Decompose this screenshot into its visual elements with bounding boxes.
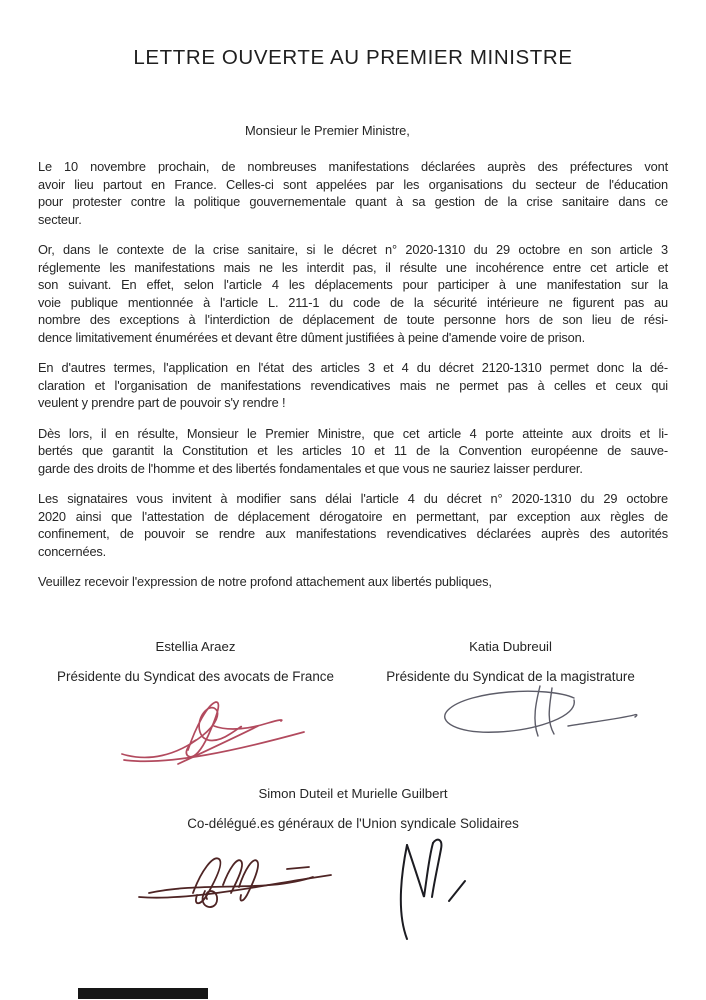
signatory-bottom-names: Simon Duteil et Murielle Guilbert — [258, 785, 448, 801]
body-line: En d'autres termes, l'application en l'état des articles 3 et 4 du décret 2120-1310 permet donc la dé- — [38, 360, 668, 375]
body-line: voie publique mentionnée à l'article L. 211-1 du code de la sécurité intérieure ne figurent pas au — [38, 294, 668, 310]
signatory-name: Katia Dubreuil — [469, 638, 552, 654]
body-line: nombre des exceptions à l'interdiction de déplacement de toute personne hors de son lieu de rési- — [38, 312, 668, 327]
body-line: secteur. — [38, 211, 82, 227]
body-line: Or, dans le contexte de la crise sanitaire, si le décret n° 2020-1310 du 29 octobre en son article 3 — [38, 242, 668, 257]
salutation: Monsieur le Premier Ministre, — [245, 123, 410, 138]
closing-line: Veuillez recevoir l'expression de notre profond attachement aux libertés publiques, — [38, 574, 492, 589]
body-line: confinement, de pouvoir se rendre aux manifestations revendicatives déclarées auprès des autorités — [38, 526, 668, 541]
scan-artifact-bar — [78, 988, 208, 999]
body-line: son suivant. En effet, selon l'article 4 les déplacements pour participer à une manifestation sur la — [38, 277, 668, 292]
handwritten-signature-black-ink — [393, 835, 475, 947]
handwritten-signature-gray-ink — [428, 684, 643, 744]
signatory-right — [353, 639, 668, 684]
body-paragraph — [38, 359, 668, 412]
body-line: Les signataires vous invitent à modifier sans délai l'article 4 du décret n° 2020-1310 du 29 octobre — [38, 491, 668, 506]
body-line: dence limitativement énumérées et devant être dûment justifiées à peine d'amende voire de prison. — [38, 329, 586, 345]
signatory-bottom-title: Co-délégué.es généraux de l'Union syndicale Solidaires — [187, 815, 519, 831]
signatory-title: Présidente du Syndicat de la magistrature — [386, 668, 635, 684]
body-paragraph — [38, 241, 668, 346]
body-line: pour protester contre la politique gouvernementale quant à sa gestion de la crise sanitaire dans ce — [38, 194, 668, 209]
body-line: Dès lors, il en résulte, Monsieur le Premier Ministre, que cet article 4 porte atteinte aux droits et li- — [38, 425, 668, 441]
signatory-left — [38, 639, 353, 684]
body-line: avoir lieu partout en France. Celles-ci sont appelées par les organisations du secteur de l'éducation — [38, 176, 668, 192]
body-paragraph — [38, 490, 668, 560]
body-line: bertés que garantit la Constitution et les articles 10 et 11 de la Convention européenne de sauve- — [38, 443, 668, 458]
body-line: claration et l'organisation de manifestations revendicatives mais ne permet pas à celles et ceux qui — [38, 377, 668, 393]
signatory-name: Estellia Araez — [155, 638, 236, 654]
body-line: réglemente les manifestations mais ne les interdit pas, il résulte une incohérence entre cet article et — [38, 259, 668, 275]
signatures-row-top — [38, 684, 668, 780]
signatory-title: Présidente du Syndicat des avocats de France — [57, 668, 334, 684]
body-line: veulent y prendre part de pouvoir s'y rendre ! — [38, 395, 286, 410]
body-paragraph — [38, 158, 668, 228]
body-paragraph — [38, 425, 668, 478]
handwritten-signature-red-ink — [118, 692, 308, 767]
handwritten-signature-dark-red-ink — [135, 847, 340, 909]
body-line: garde des droits de l'homme et des libertés fondamentales et que vous ne sauriez laisser perdurer. — [38, 460, 583, 476]
signatures-row-bottom — [38, 831, 668, 981]
body-line: Le 10 novembre prochain, de nombreuses manifestations déclarées auprès des préfectures vont — [38, 159, 668, 174]
body-line: 2020 ainsi que l'attestation de déplacement dérogatoire en permettant, par exception aux règles de — [38, 508, 668, 524]
letter-body — [38, 158, 668, 560]
signatories-row — [38, 639, 668, 684]
letter-title: LETTRE OUVERTE AU PREMIER MINISTRE — [133, 46, 573, 69]
body-line: concernées. — [38, 543, 107, 559]
